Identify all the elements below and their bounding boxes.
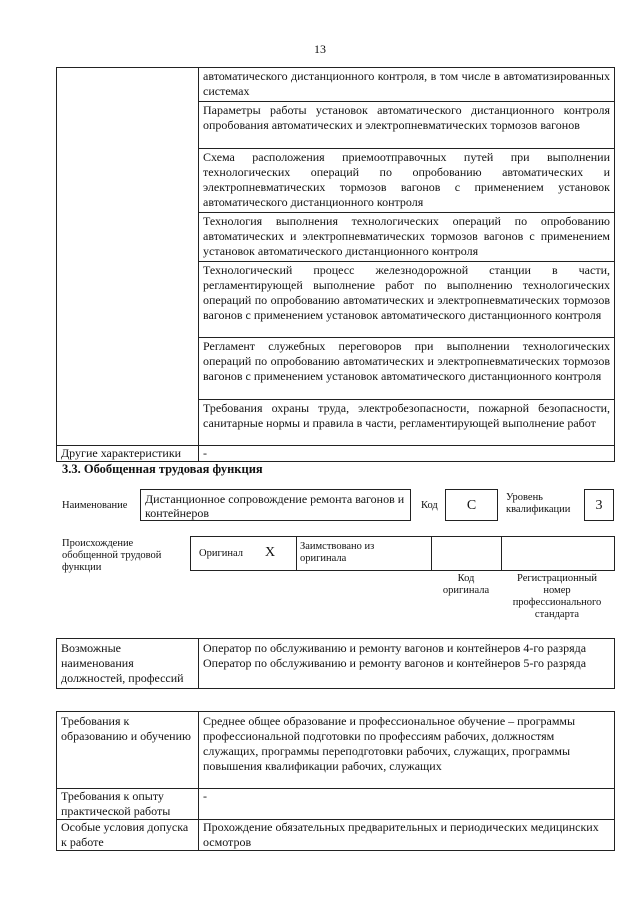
level-box [584, 489, 614, 521]
page-number: 13 [314, 42, 326, 56]
knowledge-item: автоматического дистанционного контроля, в том числе в автоматизированных системах [199, 68, 615, 102]
knowledge-item: Технология выполнения технологических операций по опробованию автоматических и электропневматических тормозов вагонов с применением установок автоматического дистанционного контроля [199, 213, 615, 262]
section-title: 3.3. Обобщенная трудовая функция [62, 462, 263, 476]
knowledge-item: Параметры работы установок автоматического дистанционного контроля опробования автоматических и электропневматических тормозов вагонов [199, 102, 615, 149]
knowledge-table [56, 67, 615, 462]
requirements-table [56, 711, 615, 851]
positions-label: Возможные наименования должностей, профессий [57, 639, 199, 689]
function-name-box [140, 489, 411, 521]
other-characteristics-value: - [199, 446, 615, 462]
education-value: Среднее общее образование и профессиональное обучение – программы профессиональной подготовки по профессиям рабочих, должностям служащих, программы переподготовки рабочих, служащих, программы повышения квалификации рабочих, служащих [199, 712, 615, 789]
original-label: Оригинал [199, 548, 243, 559]
knowledge-item: Схема расположения приемоотправочных путей при выполнении технологических операций по опробованию автоматических и электропневматических тормозов вагонов с применением установок автоматического дистанционного контроля [199, 149, 615, 213]
knowledge-item: Регламент служебных переговоров при выполнении технологических операций по опробованию автоматических и электропневматических тормозов вагонов с применением установок автоматического дистанционного контроля [199, 338, 615, 400]
admission-conditions-label: Особые условия допуска к работе [57, 820, 199, 851]
position-item: Оператор по обслуживанию и ремонту вагонов и контейнеров 4-го разряда [203, 641, 587, 655]
registration-number-caption: Регистрационный номер профессионального стандарта [512, 573, 602, 620]
knowledge-item: Технологический процесс железнодорожной станции в части, регламентирующей выполнение работ по выполнению технологических операций по опробованию автоматических и электропневматических тормозов вагонов с применением установок автоматического дистанционного контроля [199, 262, 615, 338]
code-original-caption: Код оригинала [442, 573, 490, 596]
positions-values [199, 639, 615, 689]
experience-value: - [199, 789, 615, 820]
experience-label: Требования к опыту практической работы [57, 789, 199, 820]
code-value: C [466, 498, 477, 513]
admission-conditions-value: Прохождение обязательных предварительных и периодических медицинских осмотров [199, 820, 615, 851]
positions-table [56, 638, 615, 689]
name-label: Наименование [62, 500, 128, 511]
borrowed-label: Заимствовано из оригинала [300, 541, 375, 564]
position-item: Оператор по обслуживанию и ремонту вагонов и контейнеров 5-го разряда [203, 656, 587, 670]
original-mark: X [265, 545, 276, 560]
function-name-value: Дистанционное сопровождение ремонта вагонов и контейнеров [145, 492, 405, 520]
code-label: Код [421, 500, 438, 511]
knowledge-item: Требования охраны труда, электробезопасности, пожарной безопасности, санитарные нормы и правила в части, регламентирующей выполнение работ [199, 400, 615, 446]
knowledge-label-cell [57, 68, 199, 446]
level-value: 3 [595, 498, 603, 513]
education-label: Требования к образованию и обучению [57, 712, 199, 789]
other-characteristics-label: Другие характеристики [57, 446, 199, 462]
level-label: Уровень квалификации [506, 492, 571, 515]
code-box [445, 489, 498, 521]
origin-label: Происхождение обобщенной трудовой функции [62, 538, 162, 573]
